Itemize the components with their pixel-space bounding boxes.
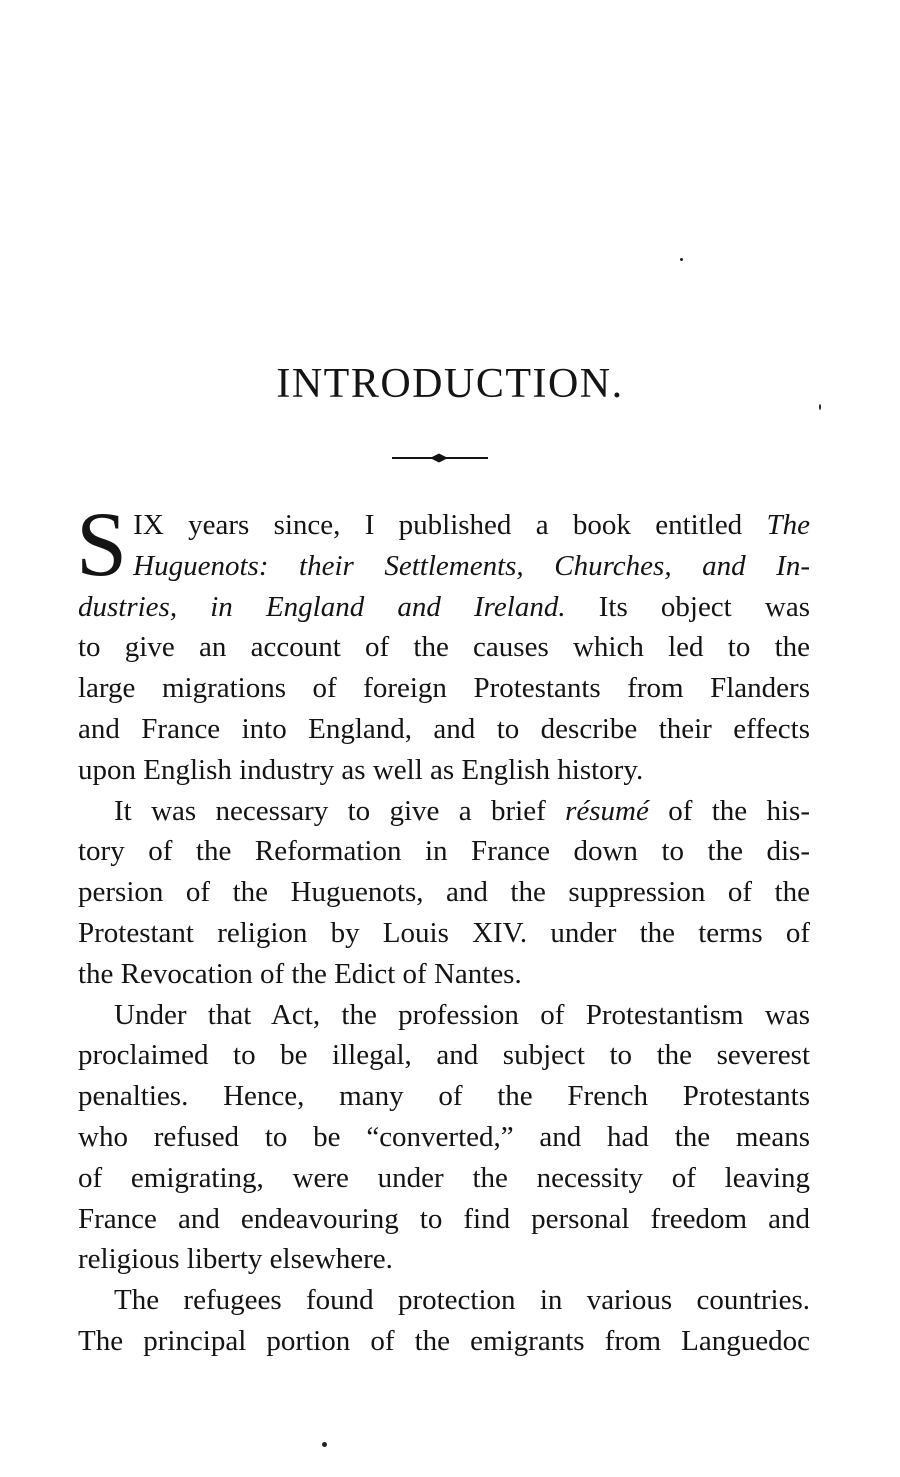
- text-line: large migrations of foreign Protestants from Flanders: [78, 672, 810, 705]
- text-line: who refused to be “converted,” and had the means: [78, 1120, 810, 1153]
- text-line: persion of the Huguenots, and the suppression of the: [78, 876, 810, 909]
- paragraph-3: [78, 995, 810, 1281]
- text-line: upon English industry as well as English history.: [78, 753, 644, 786]
- drop-cap: S: [76, 493, 128, 595]
- text-line: of emigrating, were under the necessity of leaving: [78, 1161, 810, 1194]
- text-line: tory of the Reformation in France down to the dis-: [78, 835, 810, 868]
- body-text: [76, 493, 810, 1362]
- text-line: IX years since, I published a book entitled The: [133, 509, 810, 541]
- text-line: Protestant religion by Louis XIV. under the terms of: [78, 916, 810, 949]
- text-line: to give an account of the causes which led to the: [78, 631, 810, 664]
- text-line: It was necessary to give a brief résumé of the his-: [114, 794, 810, 827]
- text-line: Under that Act, the profession of Protestantism was: [114, 998, 810, 1031]
- text-line: religious liberty elsewhere.: [78, 1243, 393, 1276]
- paragraph-1: [76, 493, 810, 791]
- text-line: penalties. Hence, many of the French Protestants: [78, 1080, 810, 1113]
- text-line: proclaimed to be illegal, and subject to the severest: [78, 1039, 810, 1072]
- text-line: the Revocation of the Edict of Nantes.: [78, 957, 522, 990]
- text-line: France and endeavouring to find personal freedom and: [78, 1202, 810, 1235]
- paragraph-4: [78, 1280, 810, 1362]
- speck-mark: [680, 258, 683, 261]
- page-title: INTRODUCTION.: [276, 361, 624, 407]
- text-line: dustries, in England and Ireland. Its object was: [78, 590, 810, 623]
- text-line: Huguenots: their Settlements, Churches, and In-: [133, 549, 810, 582]
- ornament-divider: [392, 452, 488, 464]
- speck-mark: [322, 1442, 327, 1447]
- text-line: and France into England, and to describe their effects: [78, 712, 810, 745]
- paragraph-2: [78, 791, 810, 995]
- text-line: The refugees found protection in various countries.: [114, 1284, 810, 1317]
- text-line: The principal portion of the emigrants from Languedoc: [78, 1324, 810, 1357]
